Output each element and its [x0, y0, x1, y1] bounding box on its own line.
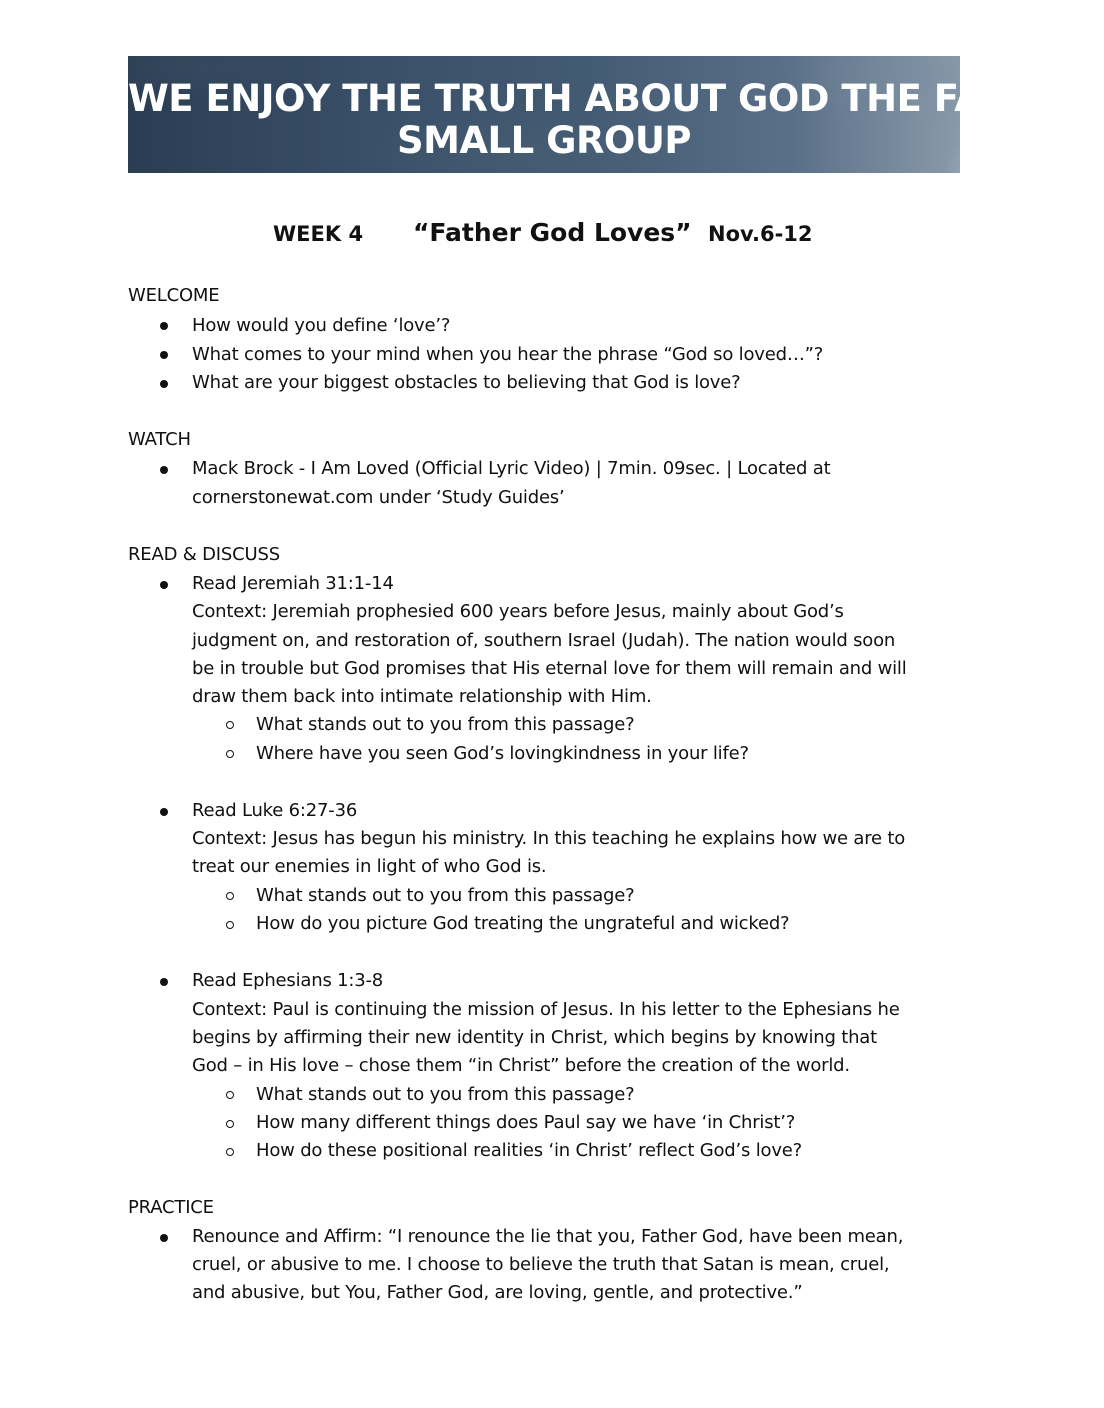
- passage-question: What stands out to you from this passage?: [256, 885, 635, 906]
- passage-question: How do these positional realities ‘in Christ’ reflect God’s love?: [256, 1140, 803, 1161]
- passage-title: Read Ephesians 1:3-8: [192, 970, 384, 991]
- welcome-item: How would you define ‘love’?: [192, 315, 451, 336]
- lesson-title: “Father God Loves”: [413, 218, 692, 247]
- watch-item: Mack Brock - I Am Loved (Official Lyric Video) | 7min. 09sec. | Located at: [192, 458, 831, 479]
- banner-title: WE ENJOY THE TRUTH ABOUT GOD THE FATHER!: [128, 77, 1104, 120]
- practice-line: Renounce and Affirm: “I renounce the lie that you, Father God, have been mean,: [192, 1226, 904, 1247]
- passage-question: How many different things does Paul say we have ‘in Christ’?: [256, 1112, 796, 1133]
- passage-title: Read Jeremiah 31:1-14: [192, 573, 394, 594]
- practice-line: cruel, or abusive to me. I choose to believe the truth that Satan is mean, cruel,: [192, 1254, 890, 1275]
- sub-bullet-icon: [226, 1091, 234, 1099]
- sub-bullet-icon: [226, 1148, 234, 1156]
- welcome-item: What comes to your mind when you hear the phrase “God so loved…”?: [192, 344, 824, 365]
- sub-bullet-icon: [226, 750, 234, 758]
- passage-context-line: treat our enemies in light of who God is.: [192, 856, 547, 877]
- passage-context-line: Context: Paul is continuing the mission of Jesus. In his letter to the Ephesians he: [192, 999, 900, 1020]
- practice-line: and abusive, but You, Father God, are loving, gentle, and protective.”: [192, 1282, 803, 1303]
- section-read-label: READ & DISCUSS: [128, 544, 280, 565]
- section-watch-label: WATCH: [128, 429, 191, 450]
- passage-context-line: Context: Jeremiah prophesied 600 years before Jesus, mainly about God’s: [192, 601, 844, 622]
- watch-item-continued: cornerstonewat.com under ‘Study Guides’: [192, 487, 565, 508]
- bullet-icon: [160, 380, 168, 388]
- sub-bullet-icon: [226, 921, 234, 929]
- sub-bullet-icon: [226, 721, 234, 729]
- bullet-icon: [160, 466, 168, 474]
- bullet-icon: [160, 351, 168, 359]
- section-practice-label: PRACTICE: [128, 1197, 214, 1218]
- passage-context-line: begins by affirming their new identity in Christ, which begins by knowing that: [192, 1027, 877, 1048]
- passage-context-line: be in trouble but God promises that His eternal love for them will remain and will: [192, 658, 907, 679]
- bullet-icon: [160, 1234, 168, 1242]
- passage-question: How do you picture God treating the ungrateful and wicked?: [256, 913, 790, 934]
- lesson-dates: Nov.6-12: [708, 222, 813, 246]
- bullet-icon: [160, 978, 168, 986]
- bullet-icon: [160, 581, 168, 589]
- passage-question: Where have you seen God’s lovingkindness in your life?: [256, 743, 749, 764]
- bullet-icon: [160, 808, 168, 816]
- welcome-item: What are your biggest obstacles to believing that God is love?: [192, 372, 741, 393]
- banner-subtitle: SMALL GROUP: [396, 119, 692, 162]
- passage-context-line: Context: Jesus has begun his ministry. In this teaching he explains how we are to: [192, 828, 906, 849]
- week-label: WEEK 4: [273, 222, 364, 246]
- passage-title: Read Luke 6:27-36: [192, 800, 358, 821]
- bullet-icon: [160, 322, 168, 330]
- passage-context-line: draw them back into intimate relationship with Him.: [192, 686, 652, 707]
- passage-context-line: God – in His love – chose them “in Christ” before the creation of the world.: [192, 1055, 850, 1076]
- passage-question: What stands out to you from this passage?: [256, 1084, 635, 1105]
- header-banner: [128, 56, 1104, 173]
- passage-question: What stands out to you from this passage?: [256, 714, 635, 735]
- sub-bullet-icon: [226, 1120, 234, 1128]
- section-welcome-label: WELCOME: [128, 285, 220, 306]
- passage-context-line: judgment on, and restoration of, southern Israel (Judah). The nation would soon: [192, 630, 896, 651]
- sub-bullet-icon: [226, 892, 234, 900]
